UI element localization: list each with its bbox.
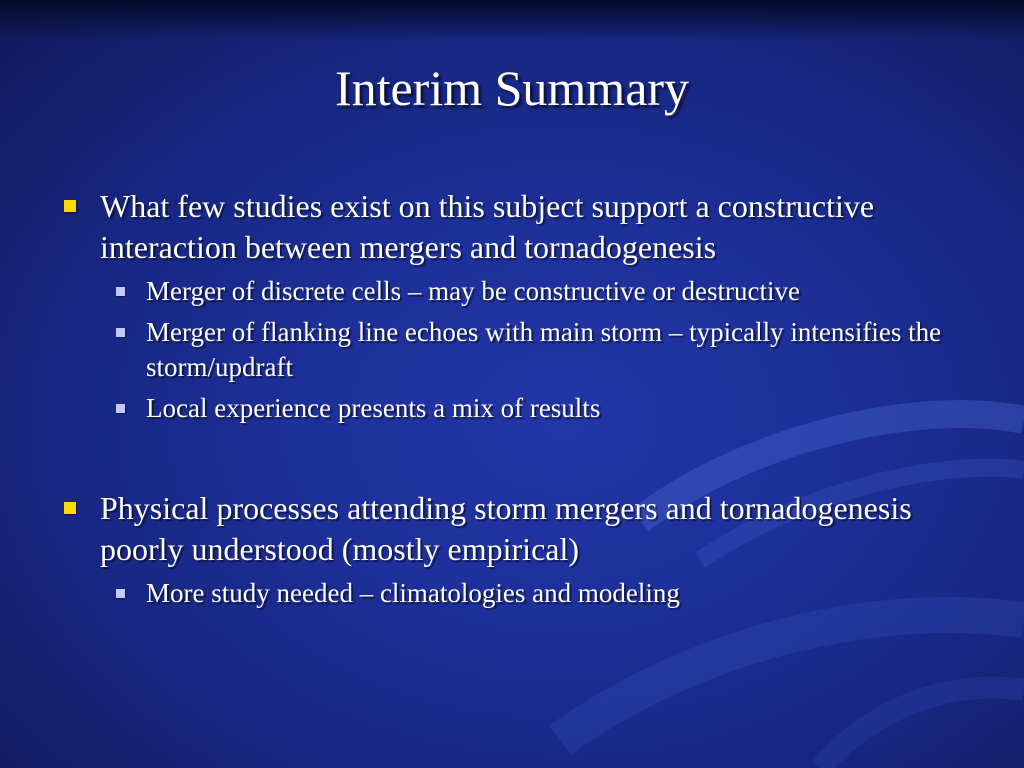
sub-bullet-1-1 [100,274,962,309]
top-band-decoration [0,0,1024,40]
small-square-bullet-icon [116,328,125,337]
sub-bullet-2-1 [100,576,962,611]
small-square-bullet-icon [116,404,125,413]
bullet-2 [62,488,962,570]
bullet-1 [62,186,962,268]
bullet-2-text: Physical processes attending storm mergers and tornadogenesis poorly understood (mostly empirical) [100,490,912,567]
sub-bullet-1-1-text: Merger of discrete cells – may be constructive or destructive [146,276,801,306]
sub-bullet-1-3-text: Local experience presents a mix of results [146,393,601,423]
sub-bullet-1-2 [100,315,962,385]
small-square-bullet-icon [116,589,125,598]
sub-bullet-1-3 [100,391,962,426]
sub-bullet-1-2-text: Merger of flanking line echoes with main storm – typically intensifies the storm/updraft [146,317,942,382]
small-square-bullet-icon [116,287,125,296]
square-bullet-icon [64,502,76,514]
sub-bullet-2-1-text: More study needed – climatologies and modeling [146,578,680,608]
square-bullet-icon [64,200,76,212]
bullet-1-text: What few studies exist on this subject support a constructive interaction between mergers and tornadogenesis [100,188,875,265]
slide-content [62,186,962,611]
slide-title: Interim Summary [334,60,690,116]
